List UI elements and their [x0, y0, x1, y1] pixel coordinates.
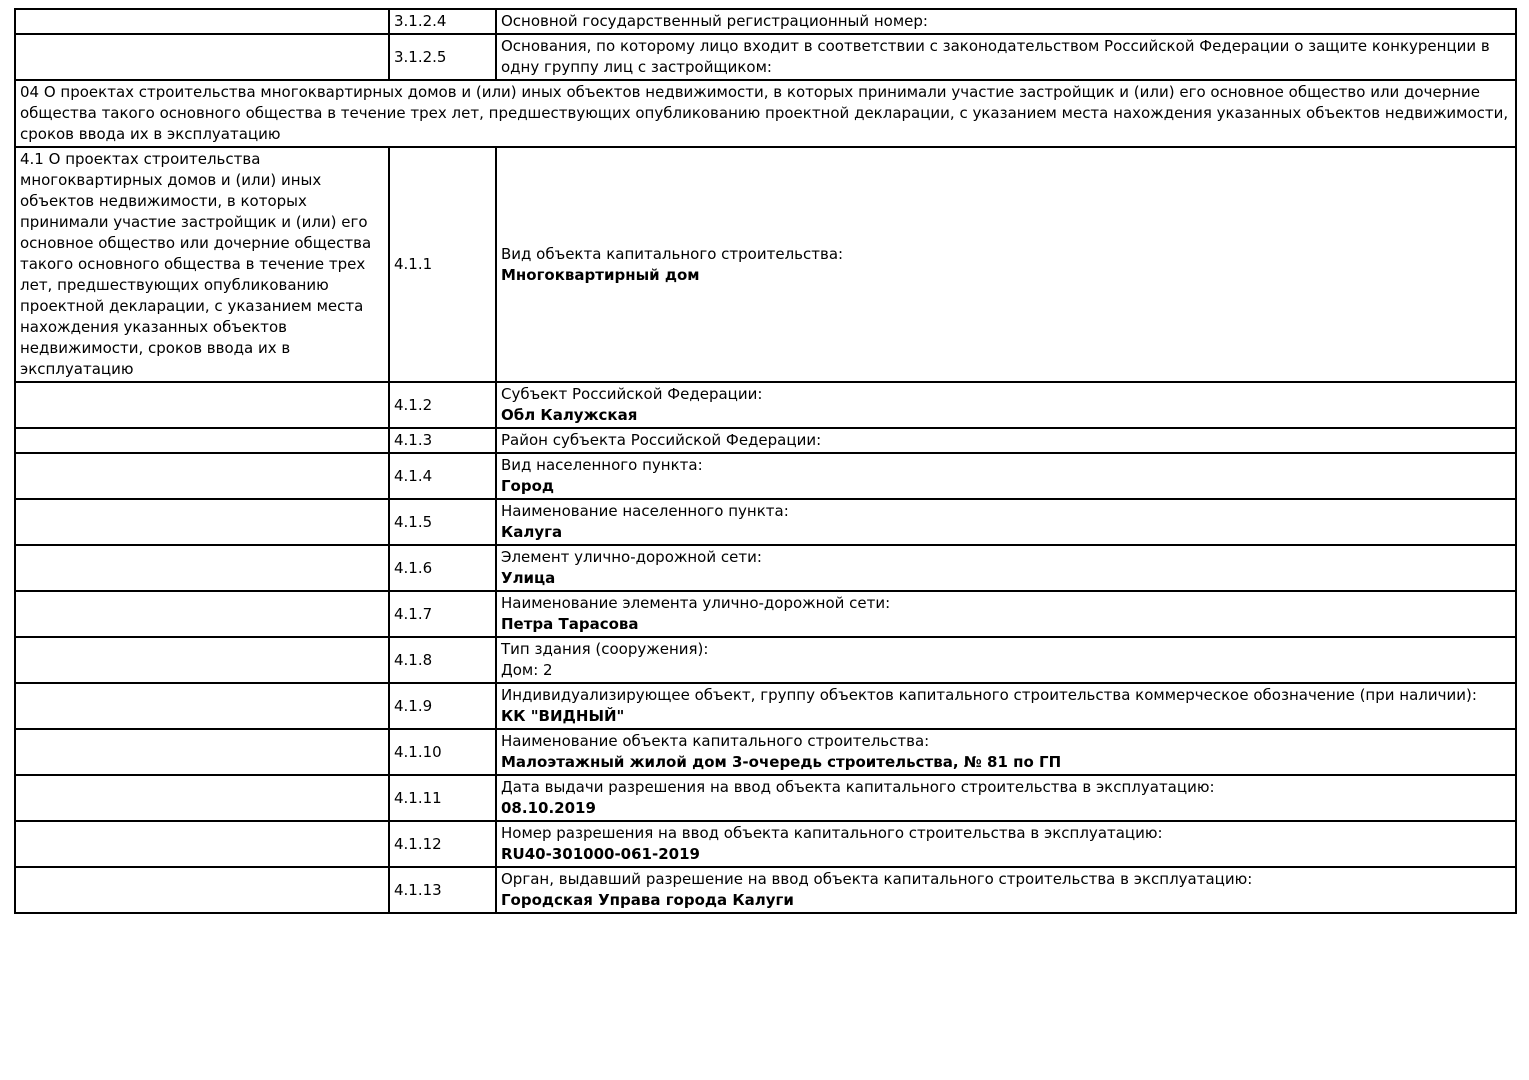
table-row	[15, 34, 1516, 80]
declaration-table	[14, 8, 1517, 914]
field-label: Наименование объекта капитального строительства:	[501, 732, 930, 750]
table-row	[15, 729, 1516, 775]
field-label: Тип здания (сооружения):	[501, 640, 709, 658]
row-code: 4.1.7	[389, 591, 496, 637]
field-value: Малоэтажный жилой дом 3-очередь строительства, № 81 по ГП	[501, 753, 1062, 771]
empty-group-cell	[15, 453, 389, 499]
field-value: RU40-301000-061-2019	[501, 845, 700, 863]
empty-group-cell	[15, 545, 389, 591]
empty-group-cell	[15, 591, 389, 637]
table-row	[15, 9, 1516, 34]
field-label: Вид объекта капитального строительства:	[501, 244, 844, 263]
row-content	[496, 867, 1516, 913]
table-row	[15, 637, 1516, 683]
field-label: Индивидуализирующее объект, группу объектов капитального строительства коммерческое обозначение (при наличии):	[501, 686, 1477, 704]
field-label: Номер разрешения на ввод объекта капитального строительства в эксплуатацию:	[501, 824, 1163, 842]
row-content	[496, 499, 1516, 545]
row-code: 4.1.2	[389, 382, 496, 428]
field-label: Субъект Российской Федерации:	[501, 385, 763, 403]
empty-group-cell	[15, 775, 389, 821]
row-code: 3.1.2.4	[389, 9, 496, 34]
table-row	[15, 499, 1516, 545]
field-label: Наименование элемента улично-дорожной сети:	[501, 594, 891, 612]
field-value: Улица	[501, 569, 556, 587]
row-code: 4.1.10	[389, 729, 496, 775]
row-content	[496, 9, 1516, 34]
row-content	[496, 34, 1516, 80]
row-code: 4.1.13	[389, 867, 496, 913]
empty-group-cell	[15, 382, 389, 428]
field-value: КК "ВИДНЫЙ"	[501, 707, 625, 725]
row-code: 4.1.11	[389, 775, 496, 821]
row-content	[496, 382, 1516, 428]
table-row	[15, 545, 1516, 591]
section-header: 04 О проектах строительства многоквартирных домов и (или) иных объектов недвижимости, в которых принимали участие застройщик и (или) его основное общество или дочерние общества такого основного общества в течение трех лет, предшествующих опубликованию проектной декларации, с указанием места нахождения указанных объектов недвижимости, сроков ввода их в эксплуатацию	[15, 80, 1516, 147]
field-label: Основания, по которому лицо входит в соответствии с законодательством Российской Федерации о защите конкуренции в одну группу лиц с застройщиком:	[501, 37, 1490, 76]
table-row	[15, 821, 1516, 867]
empty-group-cell	[15, 428, 389, 453]
row-content	[496, 775, 1516, 821]
table-row	[15, 775, 1516, 821]
table-row	[15, 453, 1516, 499]
row-code: 4.1.12	[389, 821, 496, 867]
field-value: Город	[501, 477, 555, 495]
row-content	[496, 821, 1516, 867]
field-label: Вид населенного пункта:	[501, 456, 703, 474]
row-code: 4.1.1	[389, 147, 496, 382]
field-value: Обл Калужская	[501, 406, 638, 424]
row-content	[496, 147, 1516, 382]
field-label: Элемент улично-дорожной сети:	[501, 548, 762, 566]
table-row	[15, 591, 1516, 637]
field-label: Наименование населенного пункта:	[501, 502, 789, 520]
empty-group-cell	[15, 867, 389, 913]
group-label: 4.1 О проектах строительства многоквартирных домов и (или) иных объектов недвижимости, в которых принимали участие застройщик и (или) его основное общество или дочерние общества такого основного общества в течение трех лет, предшествующих опубликованию проектной декларации, с указанием места нахождения указанных объектов недвижимости, сроков ввода их в эксплуатацию	[15, 147, 389, 382]
table-row	[15, 428, 1516, 453]
row-code: 3.1.2.5	[389, 34, 496, 80]
row-content	[496, 637, 1516, 683]
field-value: Дом: 2	[501, 661, 553, 679]
row-code: 4.1.3	[389, 428, 496, 453]
field-label: Дата выдачи разрешения на ввод объекта капитального строительства в эксплуатацию:	[501, 778, 1215, 796]
row-code: 4.1.8	[389, 637, 496, 683]
table-row	[15, 683, 1516, 729]
row-content	[496, 729, 1516, 775]
field-value: Петра Тарасова	[501, 615, 639, 633]
empty-group-cell	[15, 9, 389, 34]
empty-group-cell	[15, 729, 389, 775]
row-code: 4.1.4	[389, 453, 496, 499]
table-row	[15, 147, 1516, 382]
row-code: 4.1.6	[389, 545, 496, 591]
table-row	[15, 382, 1516, 428]
row-content	[496, 683, 1516, 729]
row-code: 4.1.5	[389, 499, 496, 545]
row-code: 4.1.9	[389, 683, 496, 729]
empty-group-cell	[15, 34, 389, 80]
empty-group-cell	[15, 499, 389, 545]
row-content	[496, 591, 1516, 637]
table-row	[15, 867, 1516, 913]
field-value: Калуга	[501, 523, 563, 541]
row-content	[496, 545, 1516, 591]
field-value: Многоквартирный дом	[501, 265, 700, 284]
row-content	[496, 453, 1516, 499]
empty-group-cell	[15, 637, 389, 683]
field-label: Район субъекта Российской Федерации:	[501, 431, 822, 449]
empty-group-cell	[15, 683, 389, 729]
section-header-row	[15, 80, 1516, 147]
field-value: 08.10.2019	[501, 799, 596, 817]
empty-group-cell	[15, 821, 389, 867]
field-label: Основной государственный регистрационный номер:	[501, 12, 928, 30]
field-label: Орган, выдавший разрешение на ввод объекта капитального строительства в эксплуатацию:	[501, 870, 1253, 888]
field-value: Городская Управа города Калуги	[501, 891, 794, 909]
row-content	[496, 428, 1516, 453]
